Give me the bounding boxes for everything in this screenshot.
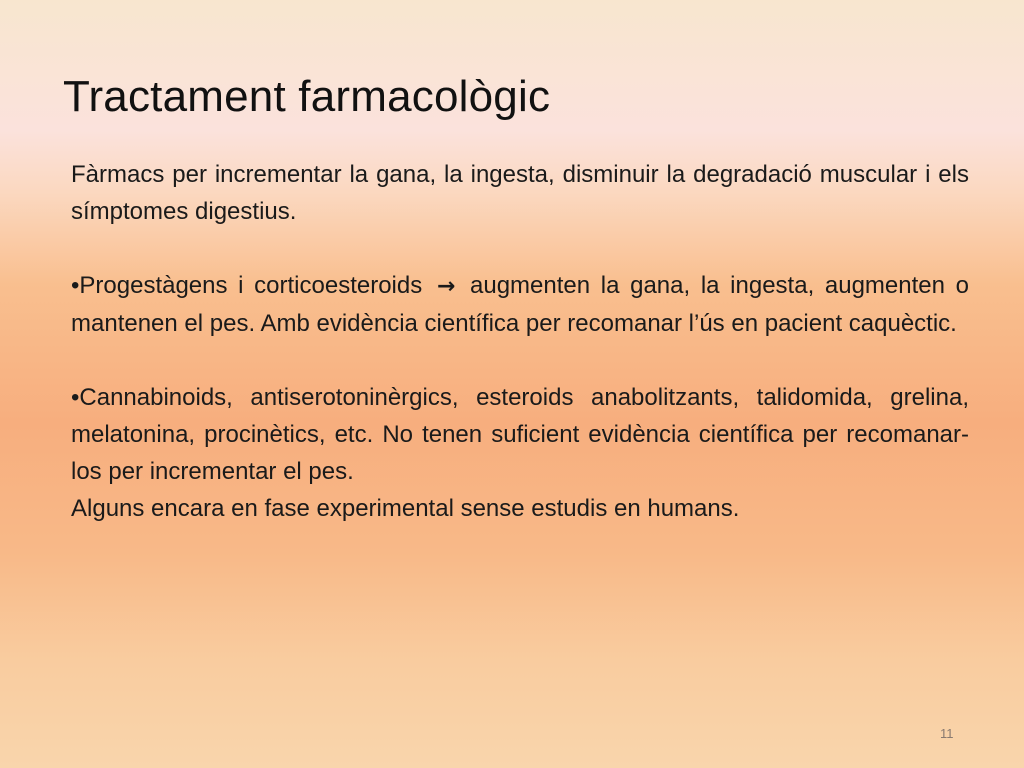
bullet-progestagens-lead: •Progestàgens i corticoesteroids [71, 272, 423, 299]
slide-body [71, 156, 969, 527]
bullet-progestagens-text: augmenten la gana, la ingesta, augmenten o mantenen el pes. Amb evidència científica per recomanar l’ús en pacient caquèctic. [71, 272, 969, 337]
slide-title: Tractament farmacològic [63, 72, 551, 121]
closing-line: Alguns encara en fase experimental sense estudis en humans. [71, 495, 740, 522]
spacer [71, 230, 969, 267]
arrow-right-icon: → [436, 274, 456, 299]
bullet-cannabinoids: •Cannabinoids, antiserotoninèrgics, esteroids anabolitzants, talidomida, grelina, melatonina, procinètics, etc. No tenen suficient evidència científica per recomanar-los per incrementar el pes. [71, 384, 969, 485]
intro-paragraph: Fàrmacs per incrementar la gana, la ingesta, disminuir la degradació muscular i els símptomes digestius. [71, 161, 969, 225]
bullet-progestagens [71, 267, 969, 342]
spacer [71, 342, 969, 379]
page-number: 11 [940, 726, 954, 741]
